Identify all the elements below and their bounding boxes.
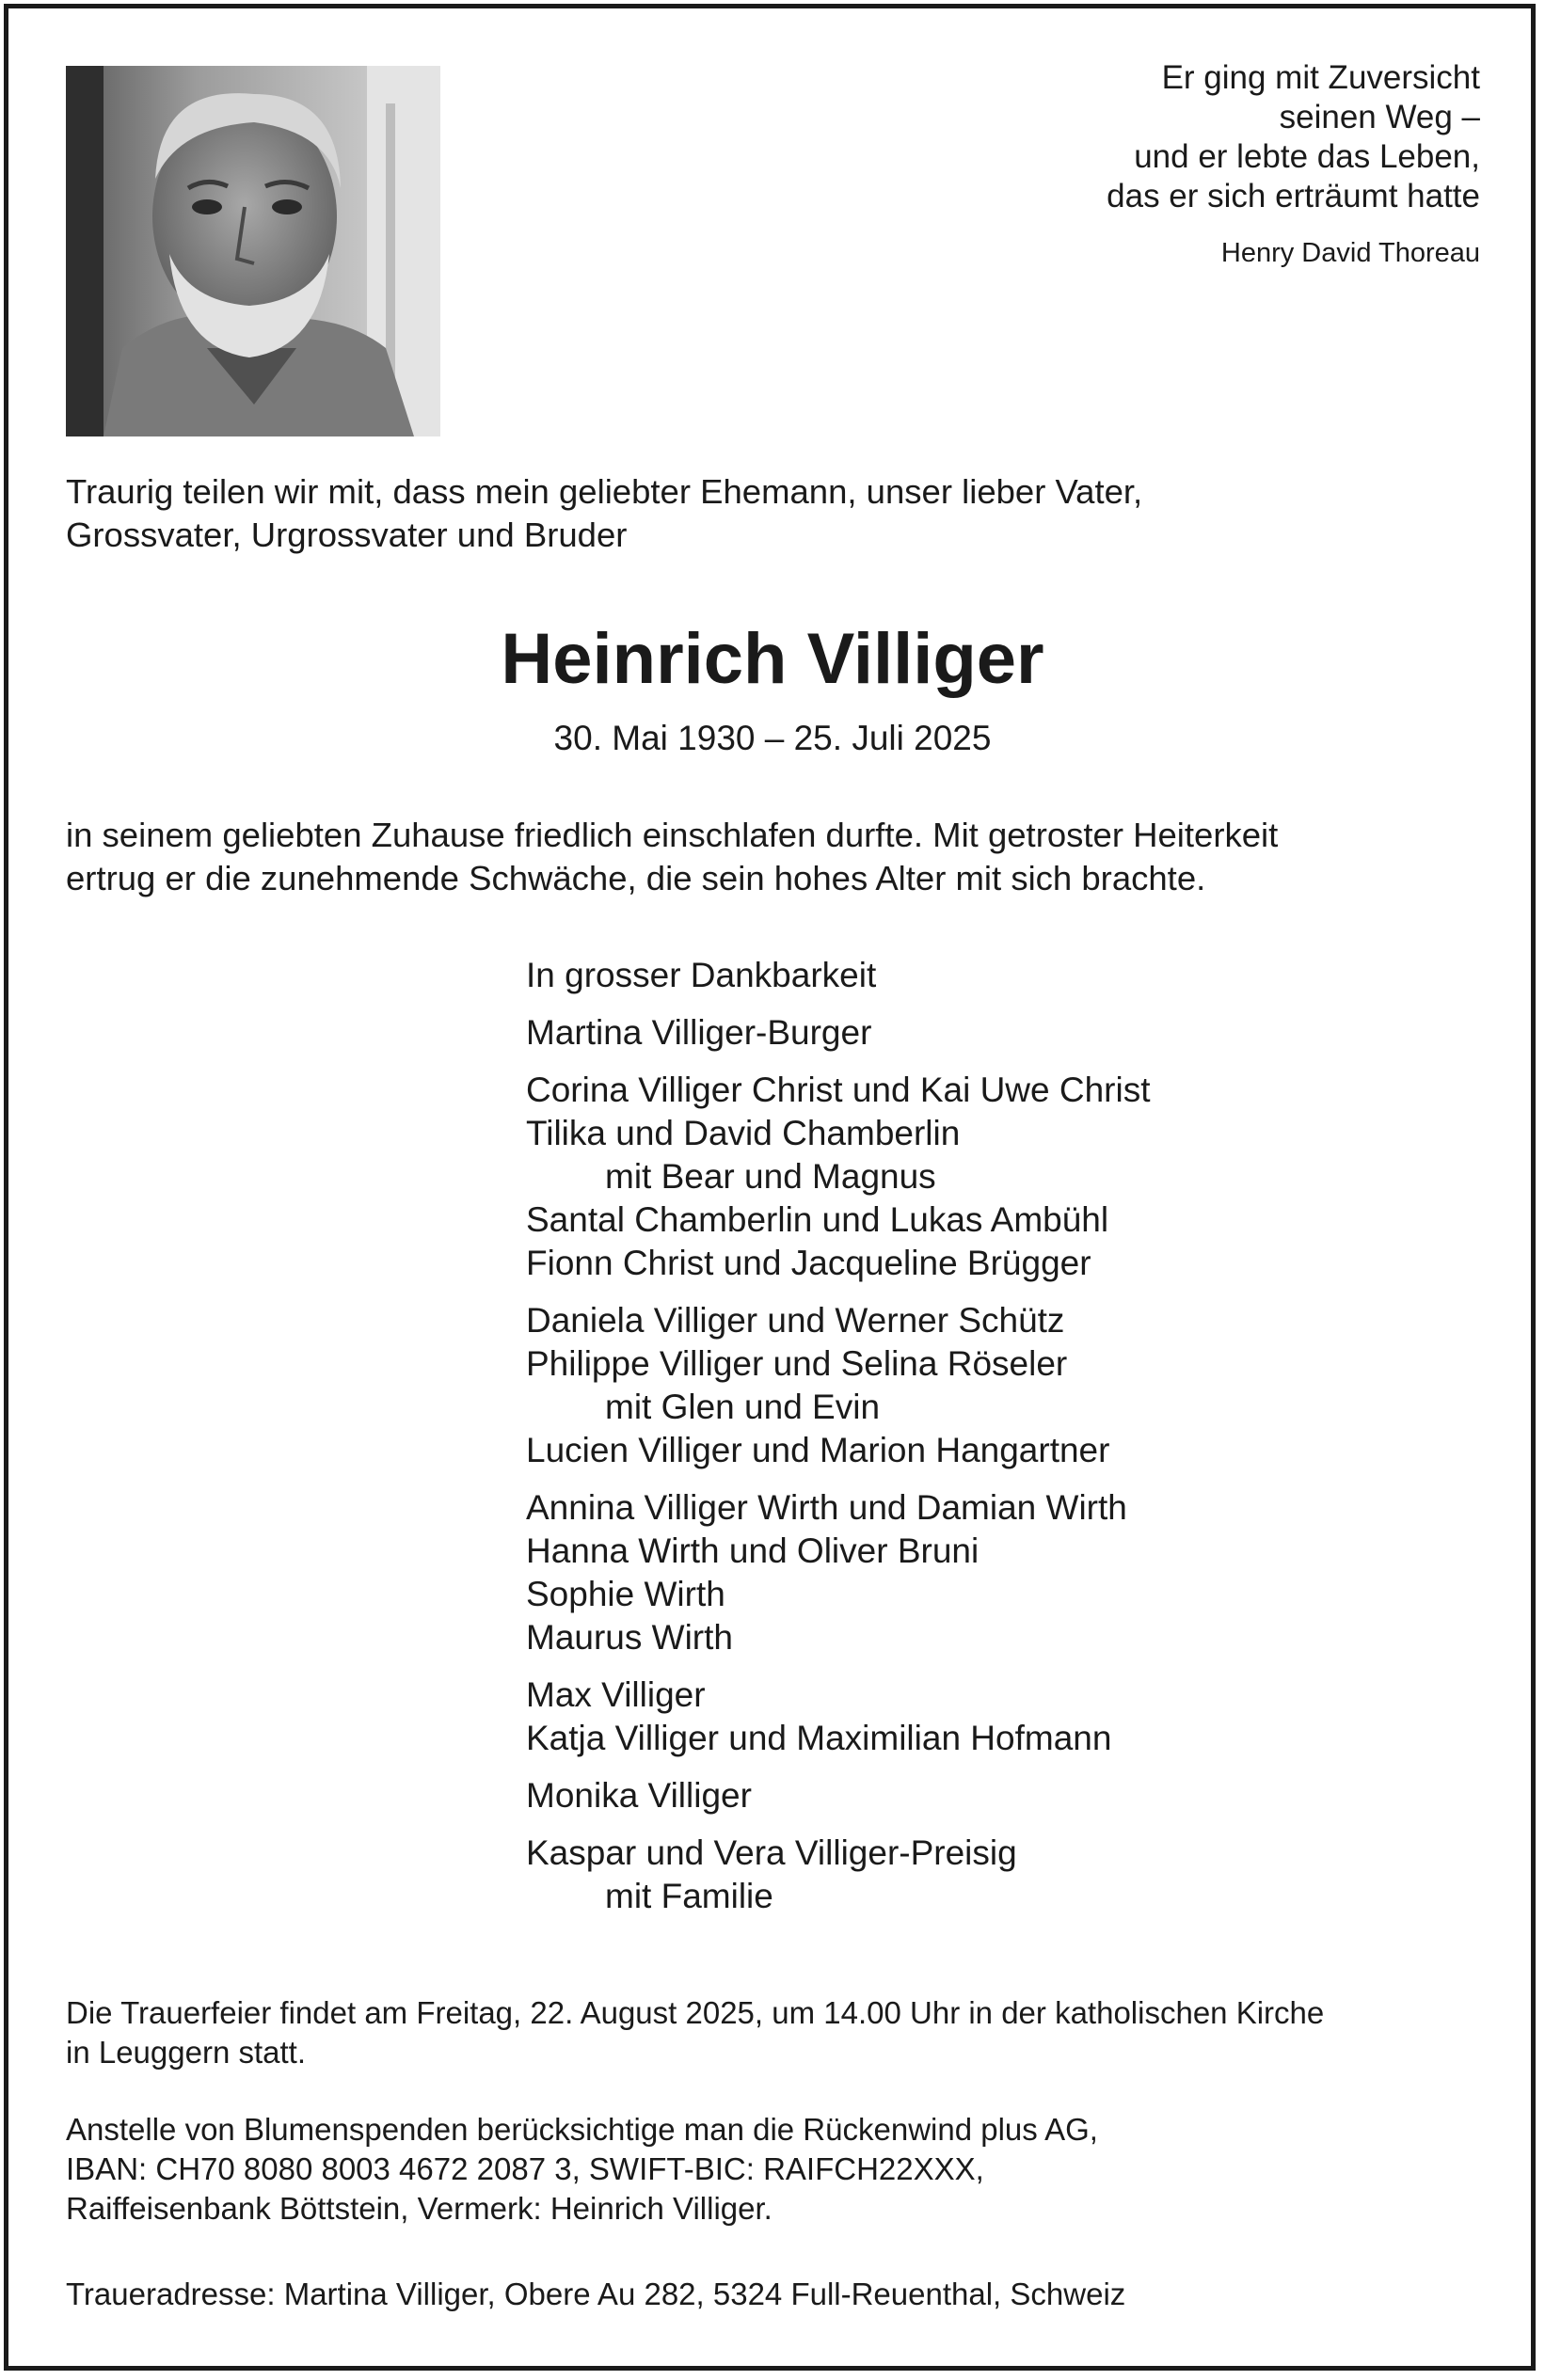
quote-line: und er lebte das Leben,: [1134, 138, 1480, 175]
intro-text: [66, 470, 1142, 557]
mourner-name: Tilika und David Chamberlin: [526, 1114, 961, 1152]
mourner-group: [526, 1832, 1151, 1918]
epigraph-quote: [1107, 58, 1480, 216]
mourner-name: Sophie Wirth: [526, 1575, 725, 1613]
mourner-name: Corina Villiger Christ und Kai Uwe Christ: [526, 1071, 1151, 1109]
donation-text: [66, 2110, 1098, 2229]
mourner-group: [526, 1774, 1151, 1817]
mourner-group: [526, 1069, 1151, 1285]
mourner-name: mit Familie: [605, 1877, 773, 1915]
mourner-name: Katja Villiger und Maximilian Hofmann: [526, 1719, 1112, 1757]
mourner-group: [526, 1011, 1151, 1055]
donation-line: IBAN: CH70 8080 8003 4672 2087 3, SWIFT-BIC: RAIFCH22XXX,: [66, 2151, 984, 2186]
mourner-name: Daniela Villiger und Werner Schütz: [526, 1301, 1065, 1340]
mourner-name: Hanna Wirth und Oliver Bruni: [526, 1531, 980, 1570]
ceremony-line: Die Trauerfeier findet am Freitag, 22. August 2025, um 14.00 Uhr in der katholischen Kirche: [66, 1995, 1325, 2030]
mourner-name: Philippe Villiger und Selina Röseler: [526, 1344, 1068, 1383]
mourner-name: Lucien Villiger und Marion Hangartner: [526, 1431, 1110, 1469]
mourner-name: Fionn Christ und Jacqueline Brügger: [526, 1244, 1091, 1282]
portrait-photo: [66, 66, 440, 436]
deceased-name: Heinrich Villiger: [501, 619, 1044, 699]
quote-author: Henry David Thoreau: [1220, 238, 1480, 268]
gratitude-group: [526, 954, 1151, 997]
mourning-address: Traueradresse: Martina Villiger, Obere Au 282, 5324 Full-Reuenthal, Schweiz: [66, 2277, 1126, 2311]
life-dates: 30. Mai 1930 – 25. Juli 2025: [553, 719, 992, 757]
ceremony-line: in Leuggern statt.: [66, 2035, 307, 2070]
quote-line: seinen Weg –: [1279, 99, 1480, 135]
mourner-group: [526, 1486, 1151, 1659]
passing-text: [66, 814, 1278, 900]
mourner-name: Max Villiger: [526, 1675, 706, 1714]
mourner-name: mit Bear und Magnus: [605, 1157, 936, 1196]
quote-line: Er ging mit Zuversicht: [1161, 59, 1480, 96]
passing-line: ertrug er die zunehmende Schwäche, die sein hohes Alter mit sich brachte.: [66, 859, 1206, 897]
donation-line: Raiffeisenbank Böttstein, Vermerk: Heinrich Villiger.: [66, 2191, 772, 2226]
mourner-name: Martina Villiger-Burger: [526, 1013, 872, 1052]
passing-line: in seinem geliebten Zuhause friedlich einschlafen durfte. Mit getroster Heiterkeit: [66, 816, 1279, 854]
intro-line: Traurig teilen wir mit, dass mein geliebter Ehemann, unser lieber Vater,: [66, 472, 1143, 511]
intro-line: Grossvater, Urgrossvater und Bruder: [66, 516, 628, 554]
quote-line: das er sich erträumt hatte: [1107, 178, 1480, 214]
mourner-name: Maurus Wirth: [526, 1618, 733, 1657]
mourners-list: [526, 954, 1151, 1932]
gratitude-line: In grosser Dankbarkeit: [526, 956, 877, 994]
mourner-group: [526, 1674, 1151, 1760]
mourner-group: [526, 1299, 1151, 1472]
ceremony-text: [66, 1993, 1324, 2072]
mourner-name: Monika Villiger: [526, 1776, 752, 1815]
mourner-name: mit Glen und Evin: [605, 1388, 881, 1426]
donation-line: Anstelle von Blumenspenden berücksichtige man die Rückenwind plus AG,: [66, 2112, 1098, 2147]
mourner-name: Santal Chamberlin und Lukas Ambühl: [526, 1200, 1109, 1239]
mourner-name: Annina Villiger Wirth und Damian Wirth: [526, 1488, 1127, 1527]
mourner-name: Kaspar und Vera Villiger-Preisig: [526, 1833, 1017, 1872]
